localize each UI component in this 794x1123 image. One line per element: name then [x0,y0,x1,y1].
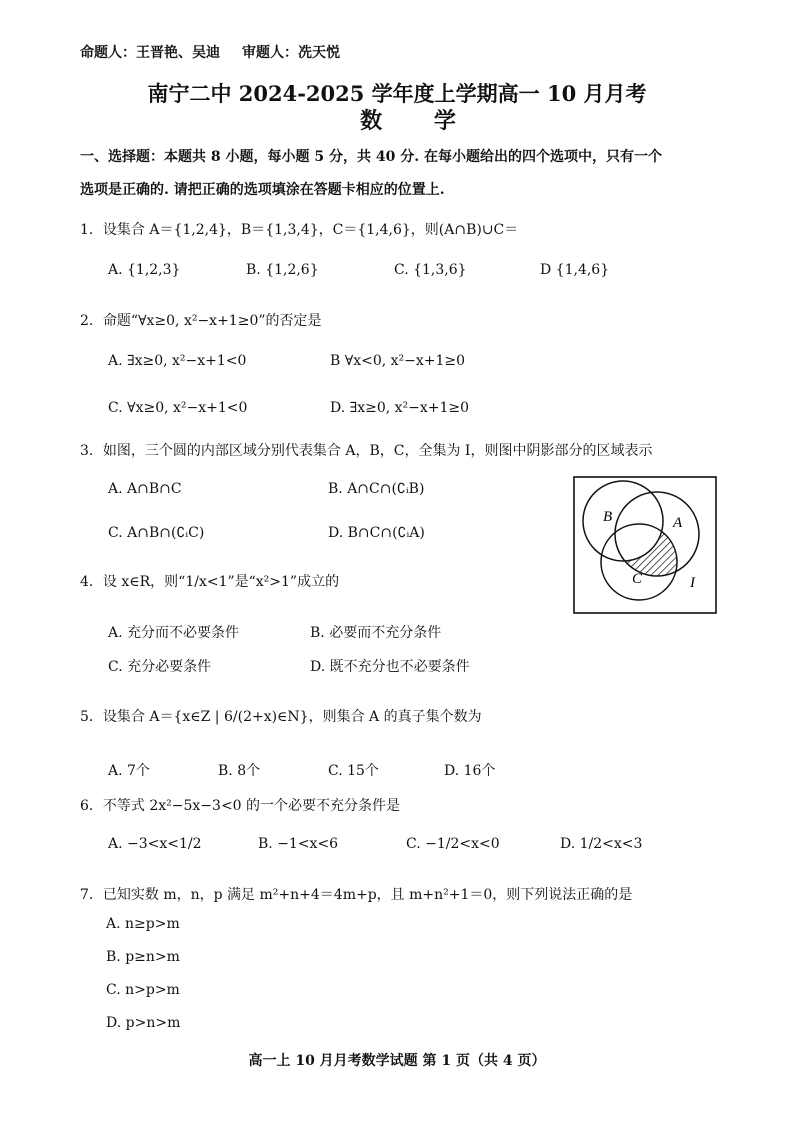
q5-option-a[interactable]: A. 7个 [108,763,150,779]
reviewer-text: 审题人：冼天悦 [242,45,340,61]
label-b: B [603,509,613,525]
question-2-stem: 2．命题“∀x≥0, x²−x+1≥0”的否定是 [80,313,322,329]
section-intro-line2: 选项是正确的. 请把正确的选项填涂在答题卡相应的位置上. [80,182,445,198]
question-1-stem: 1．设集合 A＝{1,2,4}，B＝{1,3,4}，C＝{1,4,6}，则(A∩B)∪C＝ [80,222,519,238]
q4-option-a[interactable]: A. 充分而不必要条件 [108,625,240,641]
q4-option-b[interactable]: B. 必要而不充分条件 [310,625,442,641]
q1-option-d[interactable]: D {1,4,6} [540,262,610,278]
q6-option-a[interactable]: A. −3<x<1/2 [108,836,202,852]
q7-option-a[interactable]: A. n≥p>m [106,916,180,932]
q4-option-c[interactable]: C. 充分必要条件 [108,659,212,675]
q3-option-a[interactable]: A. A∩B∩C [108,481,182,497]
q4-option-d[interactable]: D. 既不充分也不必要条件 [310,659,470,675]
q5-option-b[interactable]: B. 8个 [218,763,261,779]
q3-option-b[interactable]: B. A∩C∩(∁ᵢB) [328,481,425,497]
question-6-stem: 6．不等式 2x²−5x−3<0 的一个必要不充分条件是 [80,798,401,814]
q1-option-c[interactable]: C. {1,3,6} [394,262,467,278]
q7-option-d[interactable]: D. p>n>m [106,1015,181,1031]
page-footer: 高一上 10 月月考数学试题 第 1 页（共 4 页） [248,1053,546,1069]
question-3-stem: 3．如图，三个圆的内部区域分别代表集合 A，B，C，全集为 I，则图中阴影部分的区域表示 [80,443,653,459]
setter-text: 命题人：王晋艳、吴迪 [80,45,220,61]
page-title: 南宁二中 2024-2025 学年度上学期高一 10 月月考 [147,81,647,106]
question-5-stem: 5．设集合 A＝{x∈Z | 6/(2+x)∈N}，则集合 A 的真子集个数为 [80,709,482,725]
q2-option-a[interactable]: A. ∃x≥0, x²−x+1<0 [108,353,247,369]
q3-option-c[interactable]: C. A∩B∩(∁ᵢC) [108,525,205,541]
q5-option-d[interactable]: D. 16个 [444,763,496,779]
q7-option-c[interactable]: C. n>p>m [106,982,180,998]
exam-setters [80,42,340,62]
question-4-stem: 4．设 x∈R，则“1/x<1”是“x²>1”成立的 [80,574,340,590]
venn-diagram [573,476,717,614]
q1-option-a[interactable]: A. {1,2,3} [108,262,181,278]
q2-option-d[interactable]: D. ∃x≥0, x²−x+1≥0 [330,400,470,416]
label-i: I [690,575,695,591]
question-7-stem: 7．已知实数 m，n，p 满足 m²+n+4＝4m+p，且 m+n²+1＝0，则下列说法正确的是 [80,887,633,903]
q6-option-d[interactable]: D. 1/2<x<3 [560,836,643,852]
q2-option-c[interactable]: C. ∀x≥0, x²−x+1<0 [108,400,248,416]
q7-option-b[interactable]: B. p≥n>m [106,949,180,965]
label-a: A [673,515,683,531]
section-intro-line1: 一、选择题：本题共 8 小题，每小题 5 分，共 40 分. 在每小题给出的四个选项中，只有一个 [80,149,662,165]
q3-option-d[interactable]: D. B∩C∩(∁ᵢA) [328,525,425,541]
subject-title: 数 学 [360,108,478,134]
q6-option-b[interactable]: B. −1<x<6 [258,836,339,852]
q6-option-c[interactable]: C. −1/2<x<0 [406,836,500,852]
q2-option-b[interactable]: B ∀x<0, x²−x+1≥0 [330,353,466,369]
label-c: C [632,571,643,587]
q5-option-c[interactable]: C. 15个 [328,763,379,779]
q1-option-b[interactable]: B. {1,2,6} [246,262,319,278]
